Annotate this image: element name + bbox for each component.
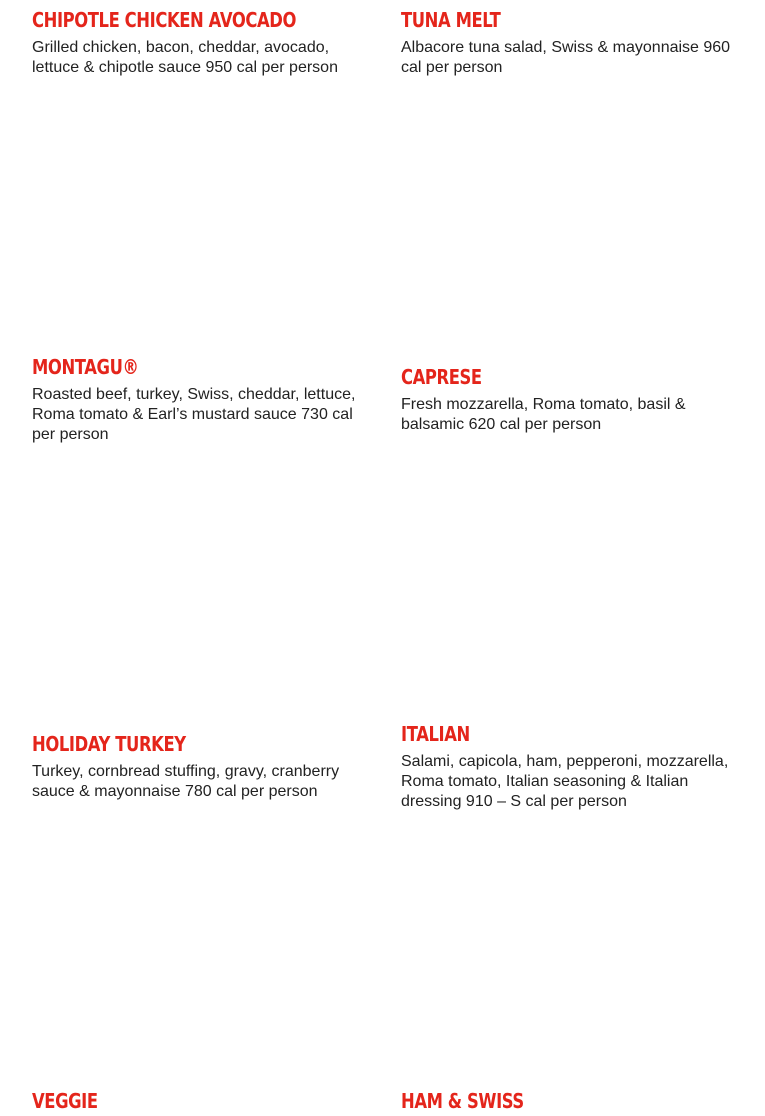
item-name: CAPRESE (401, 365, 482, 389)
menu-item-montagu[interactable] (32, 356, 372, 445)
item-name: CHIPOTLE CHICKEN AVOCADO (32, 8, 296, 32)
item-description: Salami, capicola, ham, pepperoni, mozzarella, Roma tomato, Italian seasoning & Italian dressing 910 – S cal per person (401, 753, 729, 810)
item-description: Turkey, cornbread stuffing, gravy, cranberry sauce & mayonnaise 780 cal per person (32, 763, 340, 800)
item-description: Fresh mozzarella, Roma tomato, basil & balsamic 620 cal per person (401, 396, 686, 433)
item-name: MONTAGU® (32, 355, 139, 379)
item-description: Albacore tuna salad, Swiss & mayonnaise 960 cal per person (401, 39, 731, 76)
menu-item-ham-swiss[interactable] (401, 1090, 749, 1112)
item-name: ITALIAN (401, 722, 470, 746)
menu-item-chipotle-chicken-avocado[interactable] (32, 9, 372, 78)
item-name: HOLIDAY TURKEY (32, 732, 186, 756)
item-description: Grilled chicken, bacon, cheddar, avocado, lettuce & chipotle sauce 950 cal per person (32, 39, 338, 76)
item-name: VEGGIE (32, 1089, 98, 1113)
item-description: Roasted beef, turkey, Swiss, cheddar, lettuce, Roma tomato & Earl’s mustard sauce 730 cal per person (32, 386, 356, 443)
menu-item-tuna-melt[interactable] (401, 9, 749, 78)
menu-item-caprese[interactable] (401, 366, 749, 435)
menu-item-veggie[interactable] (32, 1090, 372, 1112)
item-name: TUNA MELT (401, 8, 501, 32)
menu-item-holiday-turkey[interactable] (32, 733, 372, 802)
item-name: HAM & SWISS (401, 1089, 524, 1113)
menu-item-italian[interactable] (401, 723, 749, 812)
